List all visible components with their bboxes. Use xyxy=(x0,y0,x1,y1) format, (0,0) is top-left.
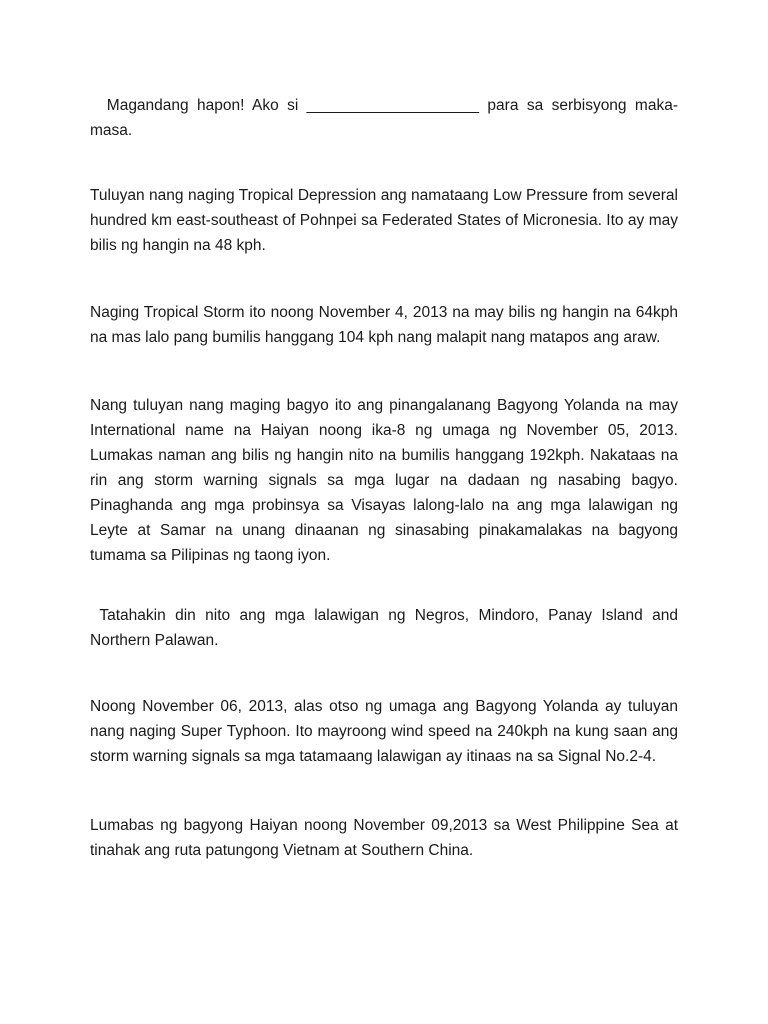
paragraph-provinces: Tatahakin din nito ang mga lalawigan ng Negros, Mindoro, Panay Island and Northern Palawan. xyxy=(90,607,683,649)
paragraph-tropical-depression: Tuluyan nang naging Tropical Depression ang namataang Low Pressure from several hundred km east-southeast of Pohnpei sa Federated States of Micronesia. Ito ay may bilis ng hangin na 48 kph. xyxy=(90,187,678,254)
paragraph-greeting: Magandang hapon! Ako si ____________________ para sa serbisyong maka-masa. xyxy=(90,97,678,139)
paragraph-super-typhoon: Noong November 06, 2013, alas otso ng umaga ang Bagyong Yolanda ay tuluyan nang naging Super Typhoon. Ito mayroong wind speed na 240kph na kung saan ang storm warning signals sa mga tatamaang lalawigan ay itinaas na sa Signal No.2-4. xyxy=(90,698,678,765)
paragraph-bagyong-yolanda: Nang tuluyan nang maging bagyo ito ang pinangalanang Bagyong Yolanda na may International name na Haiyan noong ika-8 ng umaga ng November 05, 2013. Lumakas naman ang bilis ng hangin nito na bumilis hanggang 192kph. Nakataas na rin ang storm warning signals sa mga lugar na dadaan ng nasabing bagyo. Pinaghanda ang mga probinsya sa Visayas lalong-lalo na ang mga lalawigan ng Leyte at Samar na unang dinaanan ng sinasabing pinakamalakas na bagyong tumama sa Pilipinas ng taong iyon. xyxy=(90,397,678,564)
paragraph-tropical-storm: Naging Tropical Storm ito noong November 4, 2013 na may bilis ng hangin na 64kph na mas lalo pang bumilis hanggang 104 kph nang malapit nang matapos ang araw. xyxy=(90,304,678,346)
paragraph-exit: Lumabas ng bagyong Haiyan noong November 09,2013 sa West Philippine Sea at tinahak ang ruta patungong Vietnam at Southern China. xyxy=(90,817,678,859)
